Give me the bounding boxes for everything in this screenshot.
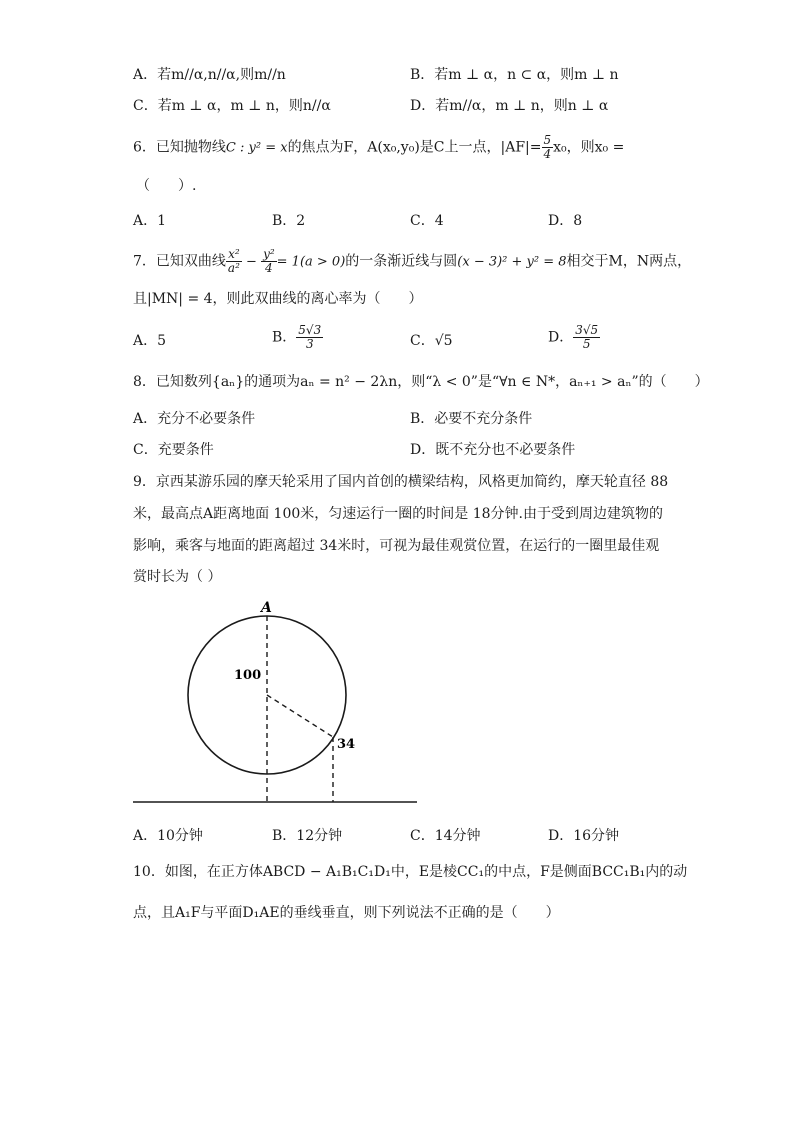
q7-stem: 7．已知双曲线 $\frac{\text{x²}}{\text{a²}}$ − $\frac{\text{y²}}{4}$ = 1(a > 0)的一条渐近线与圆(x − 3)² + y² = 8相交于M，N两点， <box>133 247 692 275</box>
q9-line1: 9．京西某游乐园的摩天轮采用了国内首创的横梁结构，风格更加简约，摩天轮直径 88 <box>133 474 669 490</box>
q6-option-c[interactable]: C．4 <box>410 213 444 229</box>
q9-option-c[interactable]: C．14分钟 <box>410 828 481 844</box>
q7-frac-y-den: 4 <box>265 261 273 275</box>
q9-line3: 影响，乘客与地面的距离超过 34米时，可视为最佳观赏位置，在运行的一圈里最佳观 <box>133 538 660 554</box>
q7-frac-y-num: y² <box>263 247 275 261</box>
q6-curve: C : y² = x <box>225 140 288 156</box>
q5-option-a[interactable]: A．若m//α,n//α,则m//n <box>133 67 286 83</box>
q8-option-c[interactable]: C．充要条件 <box>133 442 214 458</box>
q7-stem-pre: 7．已知双曲线 <box>133 253 226 270</box>
q10-line2: 点，且A₁F与平面D₁AE的垂线垂直，则下列说法不正确的是（ ） <box>133 905 560 921</box>
q7-option-b-den: 3 <box>305 337 314 351</box>
q5-option-c[interactable]: C．若m ⊥ α，m ⊥ n，则n//α <box>133 98 331 114</box>
q6-stem-mid: 的焦点为F，A(x₀,y₀)是C上一点，|AF|= <box>287 139 542 156</box>
q6-option-a[interactable]: A．1 <box>133 213 167 229</box>
q9-option-a[interactable]: A．10分钟 <box>133 828 203 844</box>
q6-stem-pre: 6．已知抛物线 <box>133 139 226 156</box>
q8-option-b[interactable]: B．必要不充分条件 <box>410 411 533 427</box>
q7-option-b-num: 5√3 <box>298 323 322 337</box>
q6-paren: （ ）. <box>136 178 197 194</box>
q7-frac-x-num: x² <box>226 248 242 262</box>
q9-line2: 米，最高点A距离地面 100米，匀速运行一圈的时间是 18分钟.由于受到周边建筑物的 <box>133 506 663 522</box>
q7-circle: (x − 3)² + y² = 8 <box>457 254 567 270</box>
q8-stem: 8．已知数列{aₙ}的通项为aₙ = n² − 2λn，则“λ < 0”是“∀n ∈ N*，aₙ₊₁ > aₙ”的（ ） <box>133 374 709 390</box>
q9-option-b[interactable]: B．12分钟 <box>272 828 343 844</box>
q7-stem-post: 相交于M，N两点， <box>566 253 692 270</box>
q7-option-d-num: 3√5 <box>575 323 599 337</box>
q9-option-d[interactable]: D．16分钟 <box>548 828 620 844</box>
q7-option-d-den: 5 <box>582 337 591 351</box>
q6-frac-den: 4 <box>543 147 552 161</box>
radius-dashed <box>267 695 333 737</box>
q6-frac-num: 5 <box>543 133 552 147</box>
q5-option-b[interactable]: B．若m ⊥ α，n ⊂ α，则m ⊥ n <box>410 67 619 83</box>
q8-option-a[interactable]: A．充分不必要条件 <box>133 411 256 427</box>
q9-line4: 赏时长为（ ） <box>133 569 222 585</box>
q5-option-d[interactable]: D．若m//α，m ⊥ n，则n ⊥ α <box>410 98 609 114</box>
q6-option-b[interactable]: B．2 <box>272 213 306 229</box>
q6-option-d[interactable]: D．8 <box>548 213 583 229</box>
q7-option-c[interactable]: C．√5 <box>410 333 453 349</box>
label-34: 34 <box>337 737 356 752</box>
q7-stem-mid: 的一条渐近线与圆 <box>345 253 458 270</box>
q8-option-d[interactable]: D．既不充分也不必要条件 <box>410 442 576 458</box>
q7-frac-x-den: a² <box>227 261 240 275</box>
q7-option-b-label: B． <box>272 329 297 346</box>
q7-line2: 且|MN| = 4，则此双曲线的离心率为（ ） <box>133 291 423 307</box>
q6-stem-post: x₀，则x₀ = <box>553 139 625 156</box>
label-100: 100 <box>234 668 262 683</box>
q7-option-d-label: D． <box>548 329 574 346</box>
q7-hyperbola-tail: = 1(a > 0) <box>276 254 346 270</box>
q10-line1: 10．如图，在正方体ABCD − A₁B₁C₁D₁中，E是棱CC₁的中点，F是侧面BCC₁B₁内的动 <box>133 864 688 880</box>
q7-option-a[interactable]: A．5 <box>133 333 167 349</box>
label-a: A <box>261 600 272 616</box>
